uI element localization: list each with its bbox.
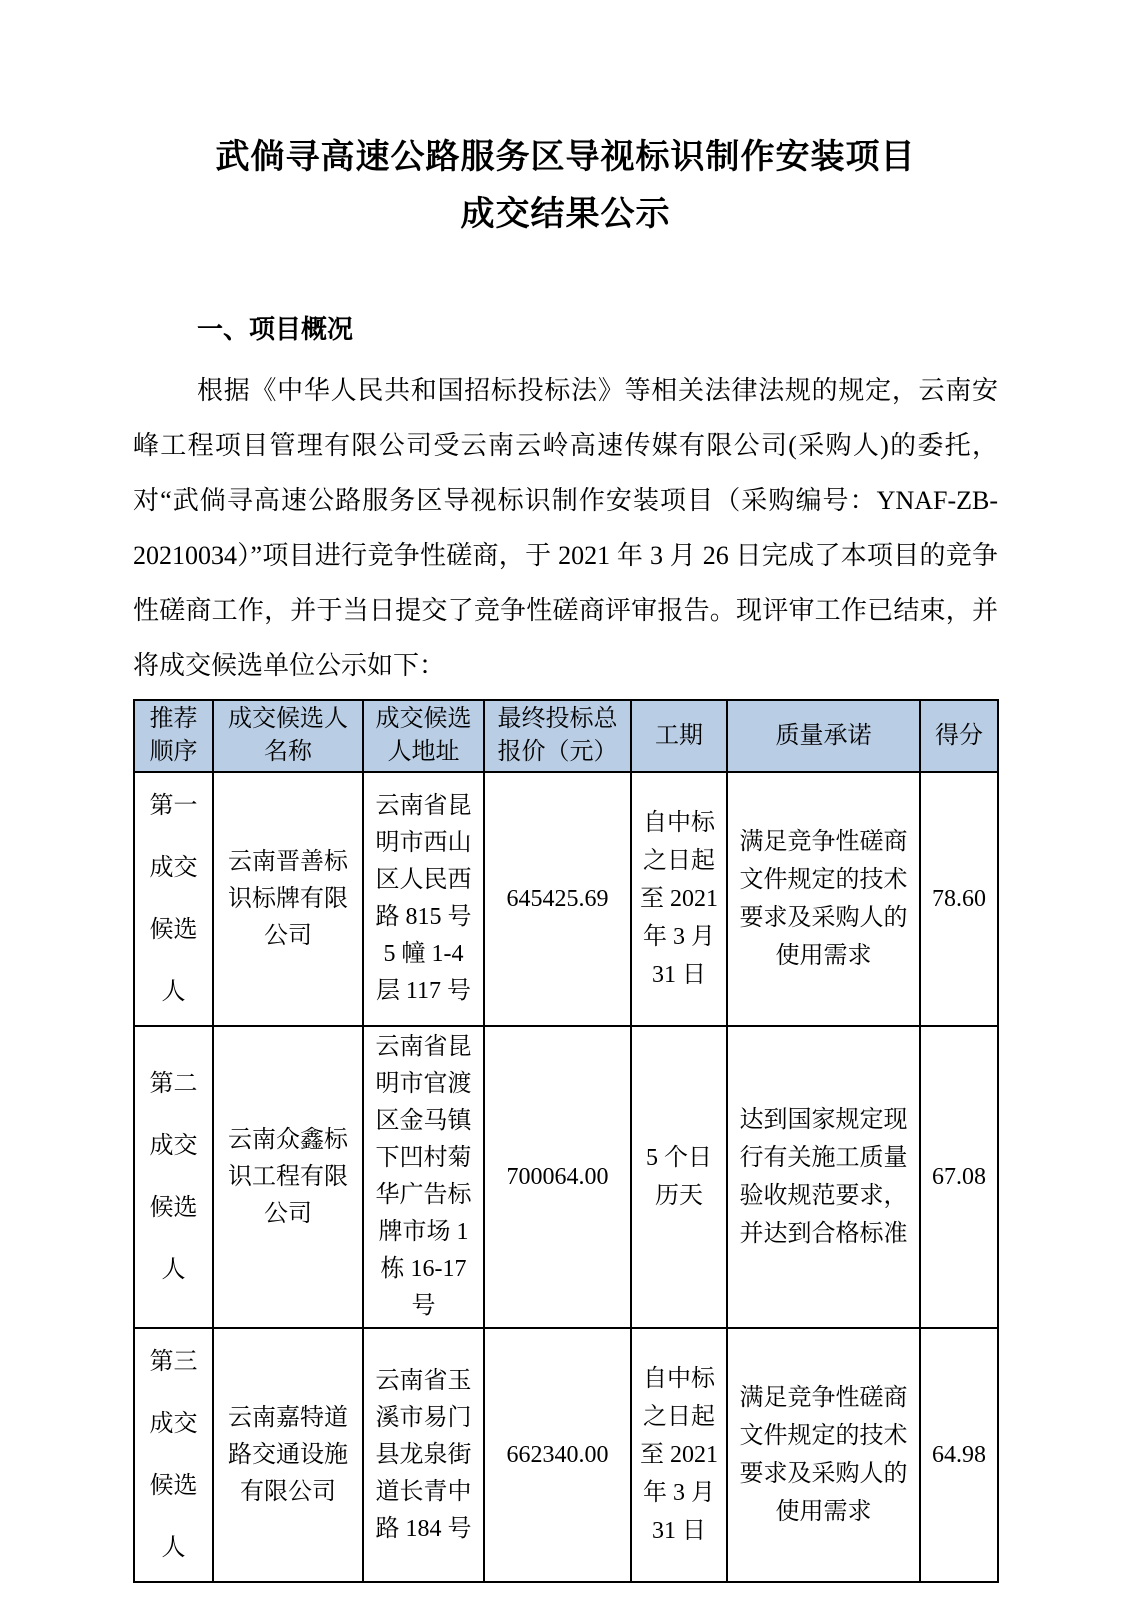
cell-address: 云南省玉溪市易门县龙泉街道长青中路 184 号	[363, 1328, 484, 1582]
cell-address: 云南省昆明市西山区人民西路 815 号 5 幢 1-4 层 117 号	[363, 772, 484, 1026]
cell-name: 云南众鑫标识工程有限公司	[213, 1026, 363, 1328]
table-row	[134, 772, 998, 1026]
table-row	[134, 1328, 998, 1582]
cell-quality: 满足竞争性磋商文件规定的技术要求及采购人的使用需求	[727, 1328, 920, 1582]
intro-paragraph: 根据《中华人民共和国招标投标法》等相关法律法规的规定，云南安峰工程项目管理有限公司受云南云岭高速传媒有限公司(采购人)的委托，对“武倘寻高速公路服务区导视标识制作安装项目（采购编号：YNAF-ZB-20210034）”项目进行竞争性磋商，于 2021 年 3 月 26 日完成了本项目的竞争性磋商工作，并于当日提交了竞争性磋商评审报告。现评审工作已结束，并将成交候选单位公示如下：	[133, 376, 998, 680]
bid-result-table	[133, 699, 999, 1583]
cell-price: 700064.00	[484, 1026, 631, 1328]
cell-rank: 第三成交候选人	[134, 1328, 213, 1582]
cell-duration: 自中标之日起至 2021 年 3 月 31 日	[631, 772, 727, 1026]
col-header-candidate-address: 成交候选人地址	[363, 700, 484, 772]
cell-address: 云南省昆明市官渡区金马镇下凹村菊华广告标牌市场 1 栋 16-17 号	[363, 1026, 484, 1328]
cell-name: 云南嘉特道路交通设施有限公司	[213, 1328, 363, 1582]
col-header-total-bid-price: 最终投标总报价（元）	[484, 700, 631, 772]
table-header-row	[134, 700, 998, 772]
document-title-line1: 武倘寻高速公路服务区导视标识制作安装项目	[215, 139, 916, 176]
cell-rank: 第一成交候选人	[134, 772, 213, 1026]
col-header-score: 得分	[920, 700, 998, 772]
document-title-line2: 成交结果公示	[460, 196, 671, 233]
cell-quality: 达到国家规定现行有关施工质量验收规范要求，并达到合格标准	[727, 1026, 920, 1328]
col-header-candidate-name: 成交候选人名称	[213, 700, 363, 772]
col-header-quality-commitment: 质量承诺	[727, 700, 920, 772]
col-header-rank: 推荐顺序	[134, 700, 213, 772]
cell-score: 64.98	[920, 1328, 998, 1582]
table-row	[134, 1026, 998, 1328]
cell-duration: 5 个日历天	[631, 1026, 727, 1328]
cell-price: 645425.69	[484, 772, 631, 1026]
cell-price: 662340.00	[484, 1328, 631, 1582]
cell-score: 67.08	[920, 1026, 998, 1328]
cell-duration: 自中标之日起至 2021 年 3 月 31 日	[631, 1328, 727, 1582]
col-header-duration: 工期	[631, 700, 727, 772]
cell-rank: 第二成交候选人	[134, 1026, 213, 1328]
cell-score: 78.60	[920, 772, 998, 1026]
section-heading-project-overview: 一、项目概况	[197, 315, 354, 344]
cell-quality: 满足竞争性磋商文件规定的技术要求及采购人的使用需求	[727, 772, 920, 1026]
cell-name: 云南晋善标识标牌有限公司	[213, 772, 363, 1026]
